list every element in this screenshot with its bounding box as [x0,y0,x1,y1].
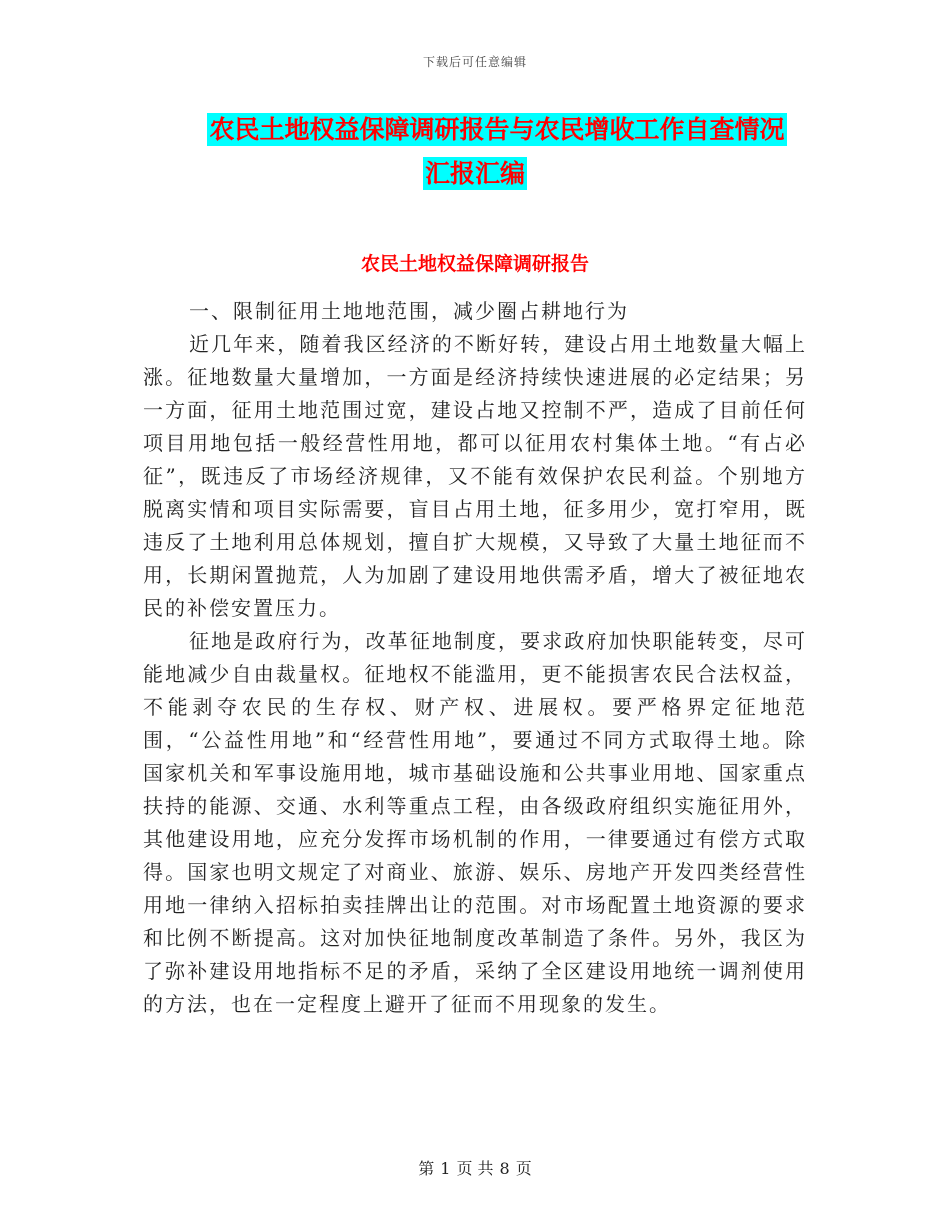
page-mid: 页 共 [456,1159,494,1178]
document-title-line2: 汇报汇编 [424,159,525,188]
body-paragraph: 近几年来，随着我区经济的不断好转，建设占用土地数量大幅上涨。征地数量大量增加，一方面是经济持续快速进展的必定结果；另一方面，征用土地范围过宽，建设占地又控制不严，造成了目前任何项目用地包括一般经营性用地，都可以征用农村集体土地。“有占必征”，既违反了市场经济规律，又不能有效保护农民利益。个别地方脱离实情和项目实际需要，盲目占用土地，征多用少，宽打窄用，既违反了土地利用总体规划，擅自扩大规模，又导致了大量土地征而不用，长期闲置抛荒，人为加剧了建设用地供需矛盾，增大了被征地农民的补偿安置压力。 [143,332,807,620]
document-title [0,108,950,196]
page-footer [0,1156,950,1179]
page-number: 1 [440,1159,451,1178]
section-heading: 一、限制征用土地地范围，减少圈占耕地行为 [189,299,629,323]
document-body [143,295,807,1021]
header-note: 下载后可任意编辑 [422,55,527,69]
page-suffix: 页 [515,1159,532,1178]
page-prefix: 第 [418,1159,435,1178]
body-paragraph: 征地是政府行为，改革征地制度，要求政府加快职能转变，尽可能地减少自由裁量权。征地权不能滥用，更不能损害农民合法权益，不能剥夺农民的生存权、财产权、进展权。要严格界定征地范围，“公益性用地”和“经营性用地”，要通过不同方式取得土地。除国家机关和军事设施用地，城市基础设施和公共事业用地、国家重点扶持的能源、交通、水利等重点工程，由各级政府组织实施征用外，其他建设用地，应充分发挥市场机制的作用，一律要通过有偿方式取得。国家也明文规定了对商业、旅游、娱乐、房地产开发四类经营性用地一律纳入招标拍卖挂牌出让的范围。对市场配置土地资源的要求和比例不断提高。这对加快征地制度改革制造了条件。另外，我区为了弥补建设用地指标不足的矛盾，采纳了全区建设用地统一调剂使用的方法，也在一定程度上避开了征而不用现象的发生。 [143,629,807,1016]
report-subtitle: 农民土地权益保障调研报告 [360,253,589,275]
document-title-line1: 农民土地权益保障调研报告与农民增收工作自查情况 [209,115,785,144]
total-pages: 8 [499,1159,510,1178]
